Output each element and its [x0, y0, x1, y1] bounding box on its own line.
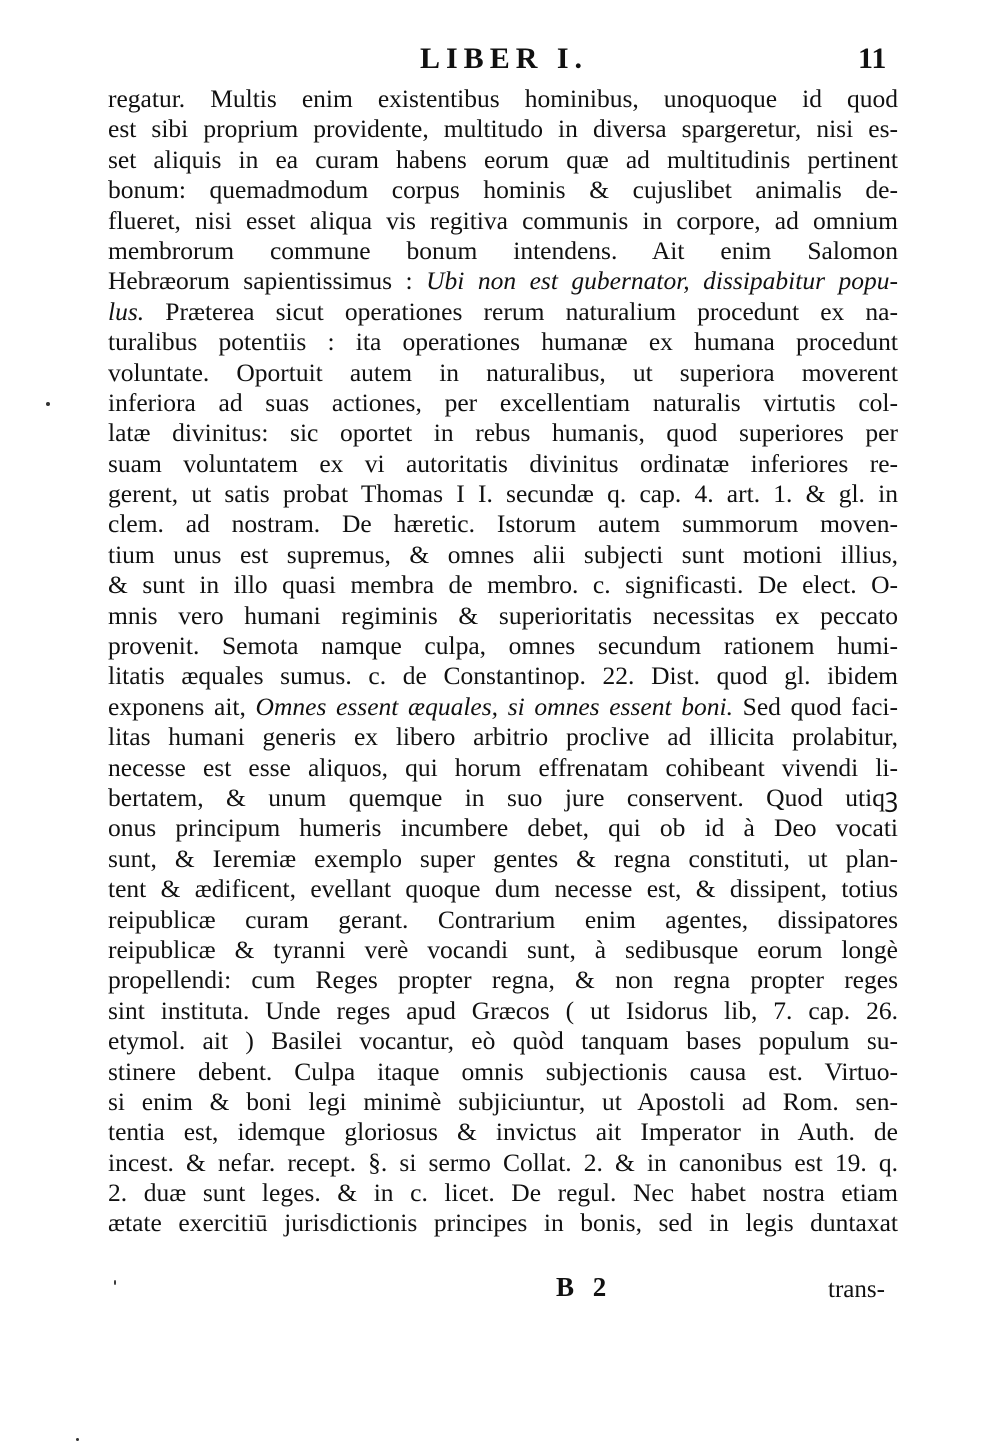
catchword: trans- [828, 1276, 885, 1303]
text-segment: etymol. ait ) Basilei vocantur, eò quòd tanquam bases populum su- [108, 1026, 898, 1056]
ink-speck [114, 1280, 116, 1285]
text-line [108, 722, 898, 752]
text-segment: propellendi: cum Reges propter regna, & non regna propter reges [108, 965, 898, 995]
text-line [108, 1087, 898, 1117]
ink-speck [46, 402, 50, 406]
text-line [108, 570, 898, 600]
text-segment: Sed quod faci- [732, 691, 898, 721]
text-line [108, 388, 898, 418]
text-segment: set aliquis in ea curam habens eorum quæ ad multitudinis pertinent [108, 144, 898, 174]
text-segment: tium unus est supremus, & omnes alii subjecti sunt motioni illius, [108, 539, 898, 569]
text-segment: incest. & nefar. recept. §. si sermo Collat. 2. & in canonibus est 19. q. [108, 1147, 898, 1177]
text-segment: Præterea sicut operationes rerum naturalium procedunt ex na- [144, 296, 898, 326]
text-line [108, 783, 898, 813]
text-line [108, 1057, 898, 1087]
text-line [108, 601, 898, 631]
text-line [108, 753, 898, 783]
text-segment: reipublicæ & tyranni verè vocandi sunt, à sedibusque eorum longè [108, 934, 898, 964]
text-segment: provenit. Semota namque culpa, omnes secundum rationem humi- [108, 631, 898, 661]
text-segment: litas humani generis ex libero arbitrio proclive ad illicita prolabitur, [108, 722, 898, 752]
text-segment: onus principum humeris incumbere debet, qui ob id à Deo vocati [108, 813, 898, 843]
text-segment: sunt, & Ieremiæ exemplo super gentes & regna constituti, ut plan- [108, 843, 898, 873]
text-segment: stinere debent. Culpa itaque omnis subjectionis causa est. Virtuo- [108, 1056, 898, 1086]
page-number: 11 [858, 42, 887, 75]
text-segment: si enim & boni legi minimè subjiciuntur, ut Apostoli ad Rom. sen- [108, 1086, 898, 1116]
text-segment: litatis æquales sumus. c. de Constantinop. 22. Dist. quod gl. ibidem [108, 661, 898, 691]
text-segment: 2. duæ sunt leges. & in c. licet. De regul. Nec habet nostra etiam [108, 1178, 898, 1208]
text-segment: necesse est esse aliquos, qui horum effrenatam cohibeant vivendi li- [108, 752, 898, 782]
text-segment: reipublicæ curam gerant. Contrarium enim agentes, dissipatores [108, 904, 898, 934]
text-segment: suam voluntatem ex vi autoritatis divinitus ordinatæ inferiores re- [108, 448, 898, 478]
text-segment: membrorum commune bonum intendens. Ait enim Salomon [108, 235, 898, 265]
text-line [108, 206, 898, 236]
text-line [108, 114, 898, 144]
page-footer [0, 1272, 1000, 1312]
text-segment: & sunt in illo quasi membra de membro. c. significasti. De elect. O- [108, 570, 898, 600]
body-text [108, 84, 898, 1239]
text-line [108, 540, 898, 570]
running-head-title: LIBER I. [420, 42, 589, 75]
italic-text-segment: Ubi non est gubernator, dissipabitur popu- [426, 266, 898, 296]
text-segment: regatur. Multis enim existentibus hominibus, unoquoque id quod [108, 84, 898, 113]
text-line [108, 358, 898, 388]
text-segment: flueret, nisi esset aliqua vis regitiva communis in corpore, ad omnium [108, 205, 898, 235]
text-line [108, 813, 898, 843]
text-line [108, 266, 898, 296]
italic-text-segment: lus. [108, 296, 145, 326]
text-line [108, 327, 898, 357]
text-segment: exponens ait, [108, 691, 256, 721]
text-line [108, 905, 898, 935]
text-line [108, 1026, 898, 1056]
text-line [108, 145, 898, 175]
text-line [108, 509, 898, 539]
text-segment: voluntate. Oportuit autem in naturalibus, ut superiora moverent [108, 357, 898, 387]
text-line [108, 844, 898, 874]
text-line [108, 1117, 898, 1147]
text-segment: Hebræorum sapientissimus : [108, 266, 427, 296]
text-line [108, 297, 898, 327]
italic-text-segment: Omnes essent æquales, si omnes essent boni. [255, 691, 733, 721]
text-segment: latæ divinitus: sic oportet in rebus humanis, quod superiores per [108, 418, 898, 448]
text-line [108, 935, 898, 965]
text-line [108, 1208, 898, 1238]
text-segment: tent & ædificent, evellant quoque dum necesse est, & dissipent, totius [108, 874, 898, 904]
text-segment: clem. ad nostram. De hæretic. Istorum autem summorum moven- [108, 509, 898, 539]
text-line [108, 418, 898, 448]
running-head [0, 42, 1000, 82]
text-line [108, 996, 898, 1026]
text-segment: inferiora ad suas actiones, per excellentiam naturalis virtutis col- [108, 387, 898, 417]
text-line [108, 175, 898, 205]
text-line [108, 692, 898, 722]
text-segment: ætate exercitiū jurisdictionis principes in bonis, sed in legis duntaxat [108, 1208, 898, 1238]
text-line [108, 1148, 898, 1178]
text-line [108, 479, 898, 509]
text-line [108, 965, 898, 995]
text-segment: sint instituta. Unde reges apud Græcos ( ut Isidorus lib, 7. cap. 26. [108, 995, 898, 1025]
ink-speck [76, 1438, 79, 1441]
text-segment: gerent, ut satis probat Thomas I I. secundæ q. cap. 4. art. 1. & gl. in [108, 479, 898, 509]
text-segment: bertatem, & unum quemque in suo jure conservent. Quod utiqꝫ [108, 782, 898, 812]
text-segment: turalibus potentiis : ita operationes humanæ ex humana procedunt [108, 327, 898, 357]
text-line [108, 84, 898, 114]
text-line [108, 1178, 898, 1208]
text-segment: mnis vero humani regiminis & superioritatis necessitas ex peccato [108, 600, 898, 630]
signature-mark: B 2 [556, 1272, 613, 1302]
text-segment: bonum: quemadmodum corpus hominis & cujuslibet animalis de- [108, 175, 898, 205]
text-line [108, 661, 898, 691]
text-line [108, 874, 898, 904]
text-segment: est sibi proprium providente, multitudo in diversa spargeretur, nisi es- [108, 114, 898, 144]
text-line [108, 631, 898, 661]
text-line [108, 449, 898, 479]
text-line [108, 236, 898, 266]
text-segment: tentia est, idemque gloriosus & invictus ait Imperator in Auth. de [108, 1117, 898, 1147]
